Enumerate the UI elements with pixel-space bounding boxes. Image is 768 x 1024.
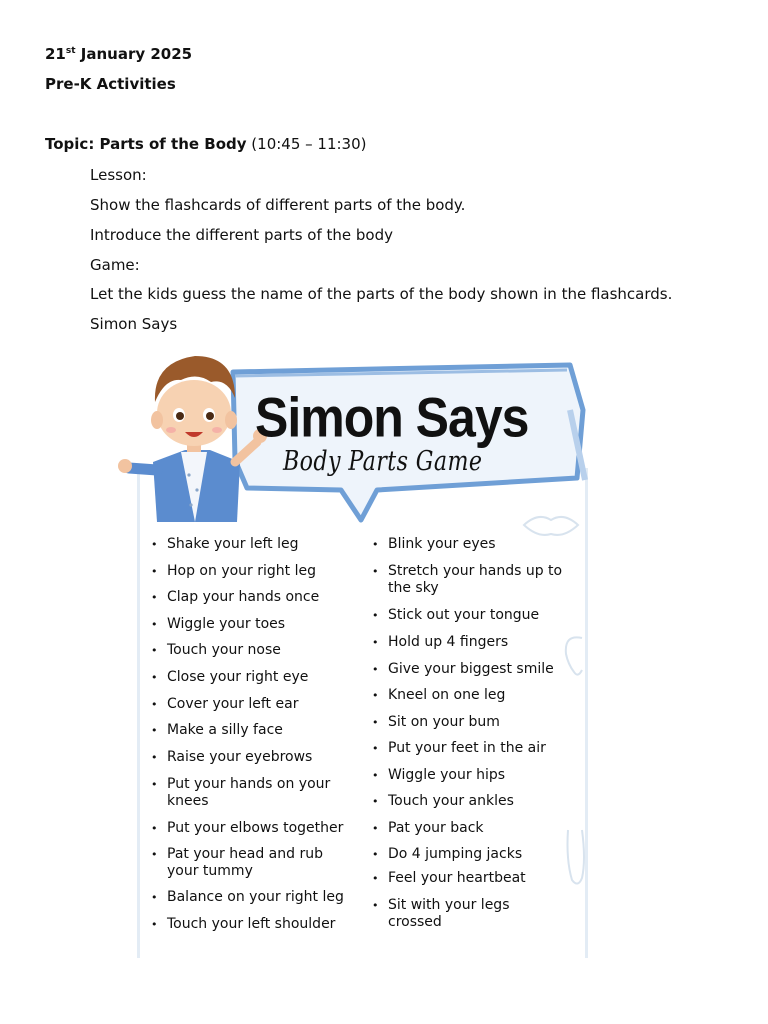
instruction-text: Balance on your right leg	[167, 889, 344, 905]
instruction-text: Make a silly face	[167, 722, 283, 738]
instruction-text: Touch your nose	[167, 642, 281, 658]
instruction-text: Put your hands on your	[167, 776, 331, 792]
instruction-item	[151, 889, 344, 906]
date-month-year: January 2025	[75, 45, 193, 63]
instruction-item	[151, 669, 309, 686]
instruction-item	[151, 776, 331, 810]
instruction-text: the sky	[388, 580, 439, 596]
instruction-item	[372, 767, 506, 784]
topic-label: Topic: Parts of the Body	[45, 135, 247, 153]
lesson-step-introduce: Introduce the different parts of the body	[90, 226, 394, 244]
instruction-text: Wiggle your toes	[167, 616, 286, 632]
instruction-item	[151, 722, 283, 739]
instruction-text: Close your right eye	[167, 669, 309, 685]
instruction-item	[372, 607, 540, 624]
bullet-icon: •	[151, 644, 158, 657]
bullet-icon: •	[372, 795, 379, 808]
instruction-text: Put your elbows together	[167, 820, 344, 836]
instruction-item	[372, 687, 506, 704]
instruction-item	[151, 749, 313, 766]
topic-time: (10:45 – 11:30)	[246, 135, 367, 153]
bullet-icon: •	[372, 822, 379, 835]
bullet-icon: •	[151, 918, 158, 931]
instruction-item	[372, 870, 526, 887]
bullet-icon: •	[151, 724, 158, 737]
bullet-icon: •	[151, 822, 158, 835]
bullet-icon: •	[151, 778, 158, 791]
lesson-label: Lesson:	[90, 166, 147, 184]
instruction-item	[151, 616, 286, 633]
instruction-item	[151, 589, 320, 606]
instruction-item	[372, 820, 484, 837]
instruction-item	[372, 793, 514, 810]
simon-says-poster	[115, 350, 595, 958]
instruction-text: Stretch your hands up to	[388, 563, 563, 579]
instruction-text: crossed	[388, 914, 442, 930]
instruction-text: Sit on your bum	[388, 714, 500, 730]
date-day: 21	[45, 45, 66, 63]
bullet-icon: •	[372, 565, 379, 578]
foot-icon	[560, 820, 590, 890]
bullet-icon: •	[372, 716, 379, 729]
ear-icon	[560, 630, 590, 680]
instruction-item	[151, 536, 299, 553]
instruction-item	[151, 563, 316, 580]
bullet-icon: •	[372, 609, 379, 622]
instruction-text: Clap your hands once	[167, 589, 320, 605]
bullet-icon: •	[151, 891, 158, 904]
instruction-item	[151, 916, 336, 933]
instruction-text: Blink your eyes	[388, 536, 496, 552]
instruction-item	[151, 846, 323, 880]
bullet-icon: •	[372, 848, 379, 861]
document-date	[45, 45, 192, 63]
bullet-icon: •	[151, 848, 158, 861]
instruction-text: Shake your left leg	[167, 536, 299, 552]
instruction-text: Raise your eyebrows	[167, 749, 313, 765]
instruction-text: knees	[167, 793, 209, 809]
instruction-item	[151, 642, 281, 659]
instruction-text: Hold up 4 fingers	[388, 634, 509, 650]
lips-icon	[520, 510, 582, 540]
lesson-step-flashcards: Show the flashcards of different parts of the body.	[90, 196, 466, 214]
game-step-simon-says: Simon Says	[90, 315, 178, 333]
instruction-item	[372, 714, 500, 731]
instruction-text: Kneel on one leg	[388, 687, 506, 703]
instruction-item	[372, 563, 563, 597]
instruction-item	[151, 820, 344, 837]
instruction-text: Sit with your legs	[388, 897, 510, 913]
bullet-icon: •	[151, 698, 158, 711]
bullet-icon: •	[151, 565, 158, 578]
bullet-icon: •	[372, 872, 379, 885]
bullet-icon: •	[151, 671, 158, 684]
instruction-text: Hop on your right leg	[167, 563, 316, 579]
date-suffix: st	[65, 46, 76, 56]
bullet-icon: •	[151, 591, 158, 604]
bullet-icon: •	[151, 538, 158, 551]
document-subtitle: Pre-K Activities	[45, 75, 176, 93]
instruction-item	[372, 846, 523, 863]
instruction-text: Cover your left ear	[167, 696, 299, 712]
instruction-item	[372, 740, 546, 757]
instruction-item	[372, 897, 510, 931]
bullet-icon: •	[151, 618, 158, 631]
instruction-item	[372, 536, 496, 553]
poster-title: Simon Says	[255, 386, 529, 449]
instruction-item	[372, 634, 509, 651]
bullet-icon: •	[372, 538, 379, 551]
bullet-icon: •	[372, 769, 379, 782]
instruction-text: Give your biggest smile	[388, 661, 554, 677]
instruction-text: your tummy	[167, 863, 253, 879]
instruction-text: Pat your back	[388, 820, 484, 836]
bullet-icon: •	[372, 689, 379, 702]
bullet-icon: •	[372, 899, 379, 912]
bullet-icon: •	[151, 751, 158, 764]
instruction-item	[151, 696, 299, 713]
bullet-icon: •	[372, 742, 379, 755]
game-step-guess: Let the kids guess the name of the parts of the body shown in the flashcards.	[90, 285, 673, 303]
bullet-icon: •	[372, 663, 379, 676]
instruction-text: Pat your head and rub	[167, 846, 323, 862]
topic-heading	[45, 135, 367, 153]
poster-subtitle: Body Parts Game	[283, 446, 483, 477]
instruction-text: Touch your ankles	[388, 793, 514, 809]
bullet-icon: •	[372, 636, 379, 649]
game-label: Game:	[90, 256, 140, 274]
instruction-item	[372, 661, 554, 678]
instruction-text: Put your feet in the air	[388, 740, 546, 756]
instruction-text: Stick out your tongue	[388, 607, 540, 623]
instruction-text: Wiggle your hips	[388, 767, 506, 783]
instruction-text: Feel your heartbeat	[388, 870, 526, 886]
instruction-text: Do 4 jumping jacks	[388, 846, 523, 862]
instruction-text: Touch your left shoulder	[167, 916, 336, 932]
